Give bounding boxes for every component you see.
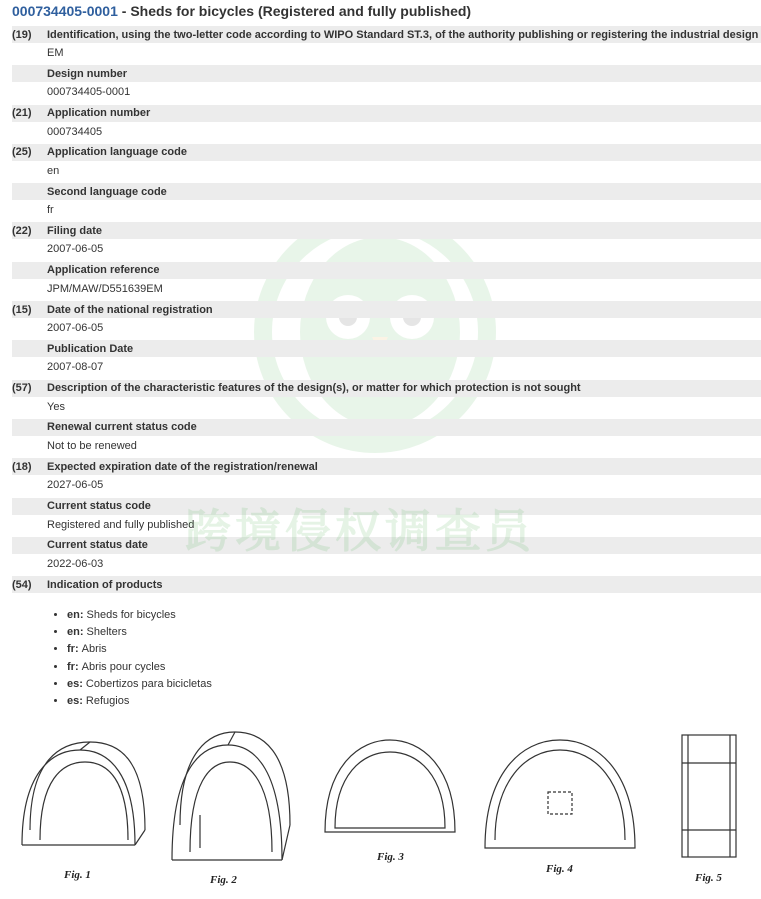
row-header xyxy=(12,458,761,475)
inid-code: (19) xyxy=(12,28,32,41)
field-label: Renewal current status code xyxy=(47,421,197,434)
field-label: Description of the characteristic features of the design(s), or matter for which protection is not sought xyxy=(47,382,581,395)
product-text: Abris xyxy=(81,643,107,656)
product-lang: fr: xyxy=(67,660,79,673)
field-value: 2007-06-05 xyxy=(47,322,104,335)
row-header xyxy=(12,340,761,357)
title-text: - Sheds for bicycles (Registered and fully published) xyxy=(121,3,472,19)
field-value: en xyxy=(47,164,60,177)
row-header xyxy=(12,576,761,593)
data-row xyxy=(12,419,761,458)
fig-4-drawing xyxy=(485,740,635,848)
field-value: 000734405-0001 xyxy=(47,86,131,99)
fig-2-drawing xyxy=(172,732,290,860)
data-row xyxy=(12,262,761,301)
row-header xyxy=(12,301,761,318)
inid-code: (57) xyxy=(12,382,32,395)
field-value: Not to be renewed xyxy=(47,439,137,452)
field-label: Application language code xyxy=(47,146,187,159)
product-text: Sheds for bicycles xyxy=(86,609,176,621)
inid-code: (15) xyxy=(12,303,32,316)
product-item xyxy=(67,607,212,624)
data-row xyxy=(12,105,761,144)
row-header xyxy=(12,26,761,43)
field-label: Identification, using the two-letter code according to WIPO Standard ST.3, of the authority publishing or registering the industrial design xyxy=(47,28,759,41)
data-row xyxy=(12,380,761,419)
field-label: Second language code xyxy=(47,185,167,198)
field-label: Filing date xyxy=(47,224,102,237)
field-label: Current status date xyxy=(47,539,148,552)
field-label: Expected expiration date of the registration/renewal xyxy=(47,460,318,473)
row-header xyxy=(12,144,761,161)
data-row xyxy=(12,222,761,261)
product-text: Cobertizos para bicicletas xyxy=(85,677,212,690)
field-label: Publication Date xyxy=(47,342,134,355)
data-row xyxy=(12,340,761,379)
inid-code: (25) xyxy=(12,146,32,159)
fig-3-label: Fig. 3 xyxy=(377,851,404,863)
field-value: 2007-06-05 xyxy=(47,243,104,256)
product-item xyxy=(67,641,212,658)
row-header xyxy=(12,262,761,279)
field-value: Registered and fully published xyxy=(47,518,195,531)
product-item xyxy=(67,693,212,710)
fig-2-label: Fig. 2 xyxy=(210,874,237,886)
product-list xyxy=(52,607,212,710)
field-value: 000734405 xyxy=(47,125,103,138)
product-lang: fr: xyxy=(67,643,79,656)
field-value: 2027-06-05 xyxy=(47,479,104,492)
product-lang: en: xyxy=(67,609,84,621)
product-item xyxy=(67,624,212,641)
data-row xyxy=(12,144,761,183)
field-label: Indication of products xyxy=(47,578,163,591)
field-value: 2007-08-07 xyxy=(47,361,104,374)
fig-5-drawing xyxy=(682,735,736,857)
page-title xyxy=(12,3,471,19)
fig-1-drawing xyxy=(22,742,145,845)
fig-1-label: Fig. 1 xyxy=(64,869,91,881)
row-header xyxy=(12,105,761,122)
field-label: Date of the national registration xyxy=(47,303,213,316)
row-header xyxy=(12,65,761,82)
product-lang: es: xyxy=(67,677,83,690)
data-row xyxy=(12,301,761,340)
fig-5-label: Fig. 5 xyxy=(695,872,722,884)
row-header xyxy=(12,419,761,436)
field-value: fr xyxy=(47,204,54,217)
row-header xyxy=(12,222,761,239)
row-header xyxy=(12,380,761,397)
data-row xyxy=(12,458,761,497)
watermark-text: 跨境侵权调查员 xyxy=(185,505,535,557)
data-row xyxy=(12,183,761,222)
field-value: EM xyxy=(47,47,64,59)
field-value: Yes xyxy=(47,400,65,413)
product-text: Refugios xyxy=(85,694,130,707)
product-lang: es: xyxy=(67,694,83,707)
inid-code: (18) xyxy=(12,460,32,473)
field-label: Current status code xyxy=(47,500,151,513)
product-text: Shelters xyxy=(86,626,127,639)
data-row xyxy=(12,65,761,104)
fig-4-label: Fig. 4 xyxy=(546,863,573,875)
product-item xyxy=(67,659,212,676)
field-value: 2022-06-03 xyxy=(47,557,104,570)
field-label: Design number xyxy=(47,67,128,80)
design-id: 000734405-0001 xyxy=(12,3,118,19)
field-value: JPM/MAW/D551639EM xyxy=(47,282,163,295)
field-label: Application reference xyxy=(47,264,160,277)
inid-code: (54) xyxy=(12,578,32,591)
figure-strip xyxy=(0,720,761,899)
inid-code: (21) xyxy=(12,107,32,120)
row-header xyxy=(12,183,761,200)
fig-3-drawing xyxy=(325,740,455,832)
inid-code: (22) xyxy=(12,224,32,237)
product-item xyxy=(67,676,212,693)
product-text: Abris pour cycles xyxy=(81,660,166,673)
field-label: Application number xyxy=(47,107,151,120)
data-row xyxy=(12,26,761,65)
product-lang: en: xyxy=(67,626,84,639)
